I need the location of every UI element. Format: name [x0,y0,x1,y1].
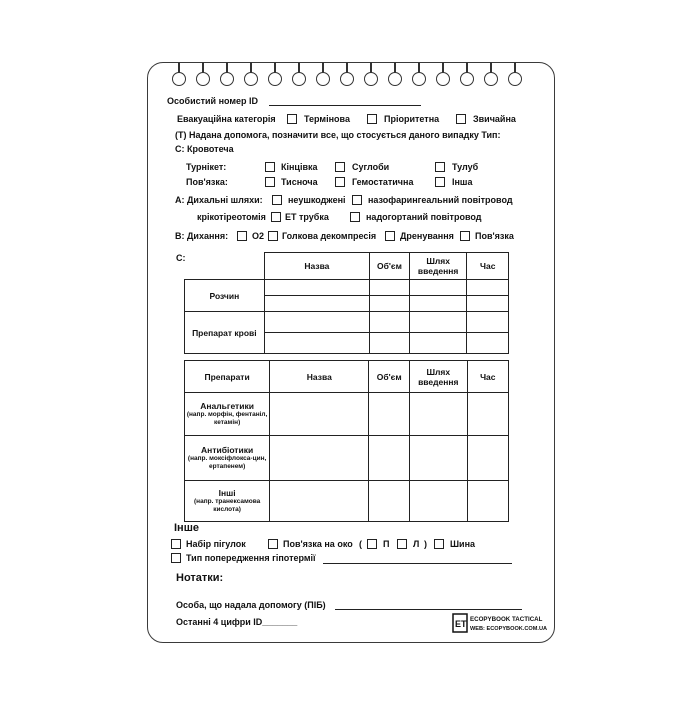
meds-row-antibiotics: Антибіотики (напр. моксіфлокса-цин, ертапенем) [185,436,270,481]
svg-text:WEB: ECOPYBOOK.COM.UA: WEB: ECOPYBOOK.COM.UA [470,626,548,632]
table-cell[interactable] [264,280,369,296]
table-cell[interactable] [410,481,468,522]
meds-row-analgesics: Анальгетики (напр. морфін, фентаніл, кетамін) [185,393,270,436]
evac-routine-checkbox[interactable] [456,114,466,124]
table-cell[interactable] [467,393,508,436]
table-cell[interactable] [467,296,509,312]
eye-shield-label: Пов'язка на око [283,539,353,549]
bandage-label: Пов'язка: [186,177,228,187]
meds-header-volume: Об'єм [369,361,410,393]
breathing-drain-checkbox[interactable] [385,231,395,241]
table-cell[interactable] [467,481,508,522]
meds-header-time: Час [467,361,508,393]
table-cell[interactable] [264,296,369,312]
bandage-hemostatic-label: Гемостатична [352,177,414,187]
meds-row-other: Інші (напр. транексамова кислота) [185,481,270,522]
tourniquet-torso-checkbox[interactable] [435,162,445,172]
eye-right-label: П [383,539,390,549]
ring-icon [436,72,450,86]
ring-icon [292,72,306,86]
meds-header-route: Шлях введення [410,361,468,393]
meds-header-name: Назва [270,361,369,393]
table-cell[interactable] [270,436,369,481]
brand-mark-icon [452,610,548,636]
ring-icon [460,72,474,86]
svg-text:ECOPYBOOK TACTICAL: ECOPYBOOK TACTICAL [470,616,543,623]
fluids-row-blood: Препарат крові [185,312,265,354]
provider-label: Особа, що надала допомогу (ПІБ) [176,600,326,610]
table-cell[interactable] [467,436,508,481]
ring-icon [244,72,258,86]
table-cell[interactable] [264,333,369,354]
table-cell[interactable] [467,280,509,296]
table-cell[interactable] [410,436,468,481]
tourniquet-limb-checkbox[interactable] [265,162,275,172]
table-cell[interactable] [467,333,509,354]
table-cell[interactable] [264,312,369,333]
tourniquet-junction-checkbox[interactable] [335,162,345,172]
other-heading: Інше [174,522,199,534]
table-cell[interactable] [369,436,410,481]
table-cell[interactable] [369,393,410,436]
ring-icon [508,72,522,86]
table-cell[interactable] [370,280,410,296]
eye-left-label: Л [413,539,420,549]
hypothermia-checkbox[interactable] [171,553,181,563]
airway-label: А: Дихальні шляхи: [175,195,263,205]
breathing-o2-label: О2 [252,231,265,241]
bandage-other-checkbox[interactable] [435,177,445,187]
airway-npa-label: назофарингеальний повітровод [368,195,513,205]
evac-priority-label: Пріоритетна [384,114,440,124]
breathing-o2-checkbox[interactable] [237,231,247,241]
evac-urgent-checkbox[interactable] [287,114,297,124]
splint-checkbox[interactable] [434,539,444,549]
bleeding-heading: С: Кровотеча [175,144,234,154]
pill-pack-label: Набір пігулок [186,539,246,549]
breathing-needle-checkbox[interactable] [268,231,278,241]
ring-icon [316,72,330,86]
brand-logo [452,610,548,636]
pill-pack-checkbox[interactable] [171,539,181,549]
table-cell[interactable] [409,312,467,333]
ring-icon [196,72,210,86]
table-cell[interactable] [409,296,467,312]
table-cell[interactable] [369,481,410,522]
airway-sga-checkbox[interactable] [350,212,360,222]
airway-crico-checkbox[interactable] [271,212,281,222]
ring-icon [172,72,186,86]
paren-open: ( [359,539,362,549]
evac-label: Евакуаційна категорія [177,114,276,124]
paren-close: ) [424,539,427,549]
eye-shield-checkbox[interactable] [268,539,278,549]
ring-icon [484,72,498,86]
airway-et-label: ЕТ трубка [285,212,329,222]
table-cell[interactable] [270,481,369,522]
airway-npa-checkbox[interactable] [352,195,362,205]
personal-id-label: Особистий номер ID [167,96,259,106]
breathing-label: В: Дихання: [175,231,229,241]
splint-label: Шина [450,539,476,549]
table-cell[interactable] [409,333,467,354]
table-cell[interactable] [370,312,410,333]
bandage-other-label: Інша [452,177,473,187]
personal-id-field[interactable] [269,105,421,106]
eye-left-checkbox[interactable] [397,539,407,549]
ring-icon [388,72,402,86]
tourniquet-junction-label: Суглоби [352,162,390,172]
meds-header-drugs: Препарати [185,361,270,393]
evac-priority-checkbox[interactable] [367,114,377,124]
breathing-drain-label: Дренування [400,231,454,241]
fluids-header-volume: Об'єм [370,253,410,280]
airway-crico-label: крікотіреотомія [197,212,266,222]
table-cell[interactable] [409,280,467,296]
bandage-hemostatic-checkbox[interactable] [335,177,345,187]
evac-routine-label: Звичайна [473,114,516,124]
meds-table [184,360,509,522]
evac-urgent-label: Термінова [304,114,350,124]
ring-icon [340,72,354,86]
notes-heading: Нотатки: [176,572,224,584]
airway-sga-label: надогортаний повітровод [366,212,482,222]
tourniquet-label: Турнікет: [186,162,227,172]
hypothermia-label: Тип попередження гіпотермії [186,553,316,563]
fluids-header-time: Час [467,253,509,280]
ring-icon [220,72,234,86]
fluids-row-solution: Розчин [185,280,265,312]
tourniquet-limb-label: Кінцівка [281,162,318,172]
fluids-header-route: Шлях введення [409,253,467,280]
airway-intact-label: неушкоджені [288,195,346,205]
eye-right-checkbox[interactable] [367,539,377,549]
airway-intact-checkbox[interactable] [272,195,282,205]
bandage-pressure-checkbox[interactable] [265,177,275,187]
table-cell[interactable] [370,333,410,354]
last4-label: Останні 4 цифри ID_______ [176,617,298,627]
breathing-needle-label: Голкова декомпресія [282,231,377,241]
svg-text:ET: ET [455,619,467,629]
aid-note: (Т) Надана допомога, позначити все, що стосується даного випадку Тип: [175,130,501,140]
bandage-pressure-label: Тисноча [281,177,318,187]
table-cell[interactable] [270,393,369,436]
fluids-table [184,252,509,354]
breathing-dressing-checkbox[interactable] [460,231,470,241]
hypothermia-field[interactable] [323,563,512,564]
fluids-header-name: Назва [264,253,369,280]
table-cell[interactable] [467,312,509,333]
tourniquet-torso-label: Тулуб [452,162,479,172]
ring-icon [268,72,282,86]
table-cell[interactable] [370,296,410,312]
table-cell[interactable] [410,393,468,436]
breathing-dressing-label: Пов'язка [475,231,514,241]
ring-icon [364,72,378,86]
circulation-heading: С: [176,253,186,263]
ring-icon [412,72,426,86]
